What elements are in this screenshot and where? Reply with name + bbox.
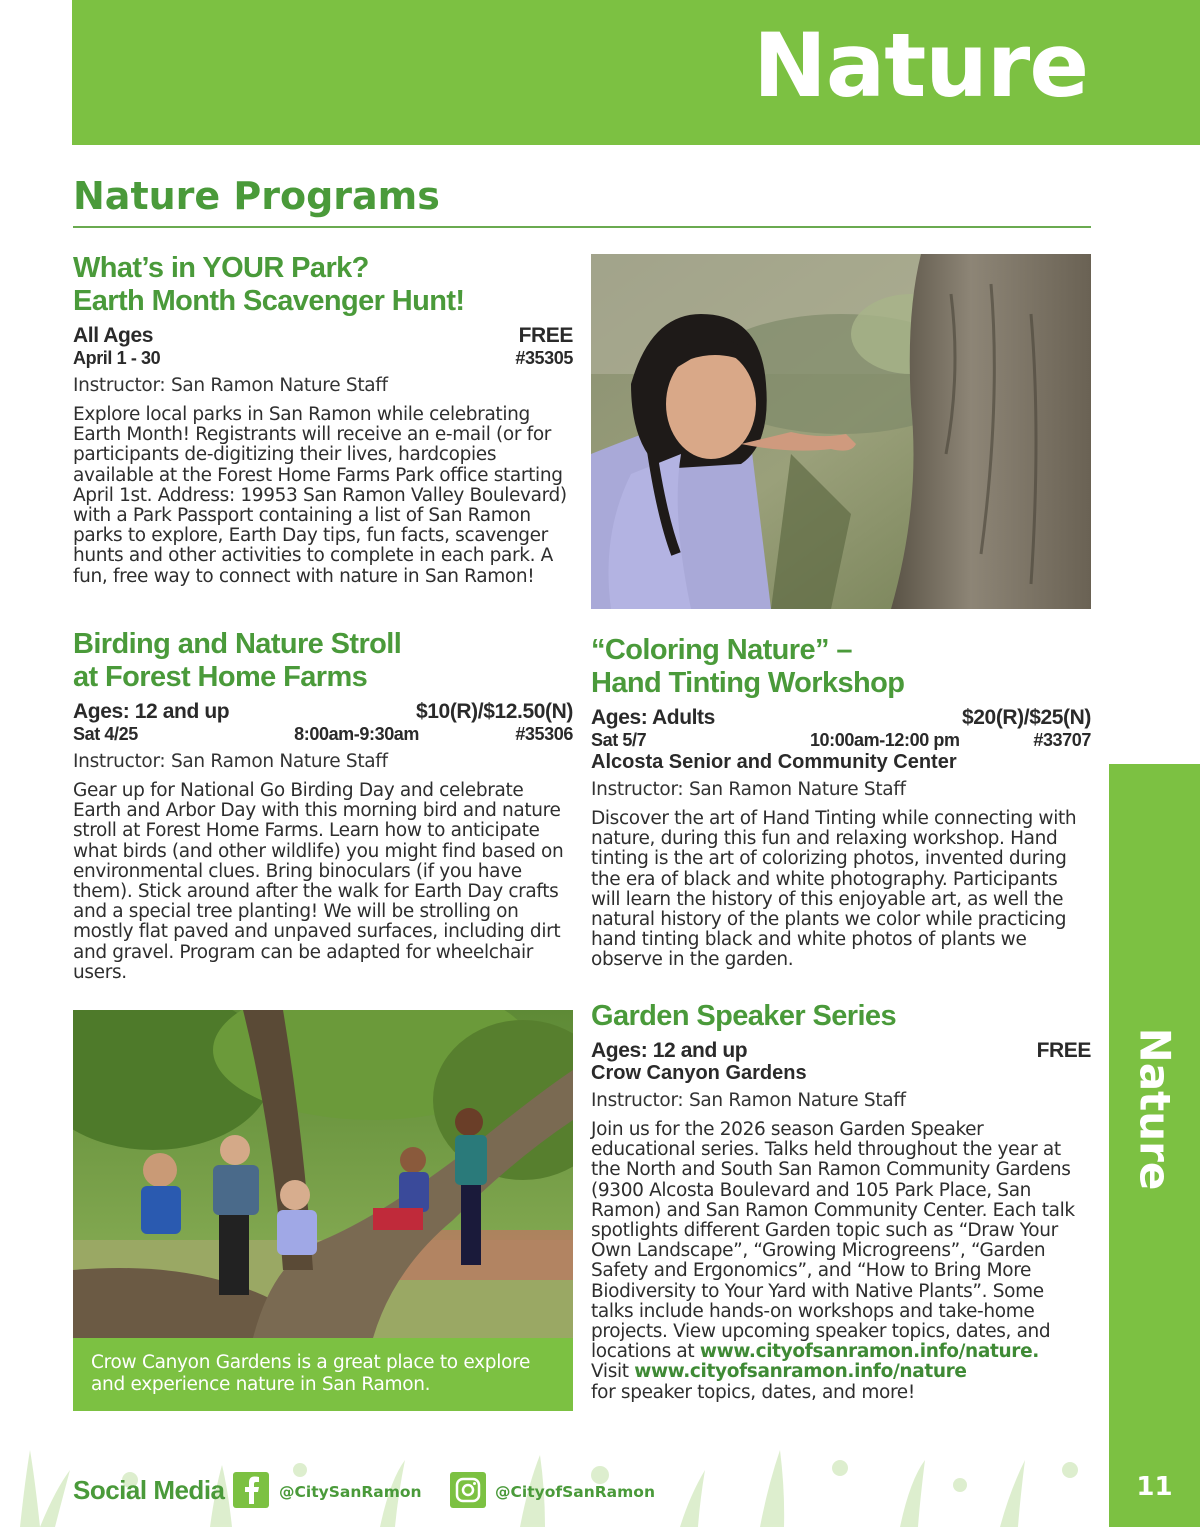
program-course-number: #35305 <box>515 348 573 368</box>
facebook-icon[interactable] <box>233 1472 269 1508</box>
program-course-number: #35306 <box>515 724 573 744</box>
social-media-label: Social Media <box>73 1475 225 1505</box>
program-time: 8:00am-9:30am <box>294 724 420 744</box>
program-ages-row <box>73 700 573 723</box>
instagram-handle[interactable]: @CityofSanRamon <box>495 1483 655 1501</box>
program-ages-row <box>73 324 573 347</box>
program-title: Garden Speaker Series <box>591 1000 896 1032</box>
section-divider <box>73 226 1091 228</box>
nature-link[interactable]: www.cityofsanramon.info/nature. <box>699 1341 1039 1363</box>
program-fee: $10(R)/$12.50(N) <box>415 700 573 723</box>
program-description: Explore local parks in San Ramon while celebrating Earth Month! Registrants will receive an e-mail (or for participants de-digitizing their lives, hardcopies available at the Forest Home Farms Park office starting April 1st. Address: 19953 San Ramon Valley Boulevard) with a Park Passport containing a list of San Ramon parks to explore, Earth Day tips, fun facts, scavenger hunts and other activities to complete in each park. A fun, free way to connect with nature in San Ramon! <box>73 404 567 587</box>
side-tab-label: Nature <box>1130 1027 1179 1191</box>
page-number: 11 <box>1136 1472 1173 1502</box>
program-title: Birding and Nature Stroll at Forest Home Farms <box>73 628 402 693</box>
program-fee: $20(R)/$25(N) <box>961 706 1091 729</box>
program-scavenger-hunt <box>73 252 573 587</box>
header-band <box>72 0 1200 145</box>
program-date-row <box>73 723 573 745</box>
program-date-row <box>591 729 1091 751</box>
photo-caption: Crow Canyon Gardens is a great place to explore and experience nature in San Ramon. <box>91 1352 531 1395</box>
program-dates: April 1 - 30 <box>73 348 161 368</box>
program-course-number: #33707 <box>1033 730 1091 750</box>
photo-caption-box <box>73 1338 573 1411</box>
program-dates: Sat 4/25 <box>73 724 138 744</box>
program-hand-tinting <box>591 634 1091 971</box>
nature-link-2[interactable]: www.cityofsanramon.info/nature <box>634 1361 967 1383</box>
program-instructor: Instructor: San Ramon Nature Staff <box>73 751 388 772</box>
section-title: Nature Programs <box>73 174 440 218</box>
program-fee: FREE <box>1036 1039 1091 1062</box>
program-dates: Sat 5/7 <box>591 730 647 750</box>
program-ages-row <box>591 706 1091 729</box>
program-title: What’s in YOUR Park? Earth Month Scavenger Hunt! <box>73 252 465 317</box>
program-instructor: Instructor: San Ramon Nature Staff <box>591 779 906 800</box>
program-title: “Coloring Nature” – Hand Tinting Workshop <box>591 634 905 699</box>
program-venue: Crow Canyon Gardens <box>591 1062 807 1084</box>
program-description: Gear up for National Go Birding Day and celebrate Earth and Arbor Day with this morning bird and nature stroll at Forest Home Farms. Learn how to anticipate what birds (and other wildlife) you might find based on environmental clues. Bring binoculars (if you have them). Stick around after the walk for Earth Day crafts and a special tree planting! We will be strolling on mostly flat paved and unpaved surfaces, including dirt and gravel. Program can be adapted for wheelchair users. <box>73 780 564 983</box>
program-ages: Ages: 12 and up <box>591 1039 748 1062</box>
program-time: 10:00am-12:00 pm <box>809 730 960 750</box>
program-description: Discover the art of Hand Tinting while connecting with nature, during this fun and relaxing workshop. Hand tinting is the art of colorizing photos, invented during the era of black and white photography. Participants will learn the history of this enjoyable art, as well the natural history of the plants we color while practicing hand tinting black and white photos of plants we observe in the garden. <box>591 808 1077 971</box>
program-instructor: Instructor: San Ramon Nature Staff <box>591 1090 906 1111</box>
program-ages-row <box>591 1039 1091 1062</box>
section-side-tab <box>1109 764 1200 1527</box>
program-description: Join us for the 2026 season Garden Speaker educational series. Talks held throughout the year at the North and South San Ramon Community Gardens (9300 Alcosta Boulevard and 105 Park Place, San Ramon) and San Ramon Community Center. Each talk spotlights different Garden topic such as “Draw Your Own Landscape”, “Growing Microgreens”, “Garden Safety and Ergonomics”, and “How to Bring More Biodiversity to Your Yard with Native Plants”. Some talks include hands-on workshops and take-home projects. View upcoming speaker topics, dates, and locations at www.cityofsanramon.info/nature. Visit www.cityofsanramon.info/nature for speaker topics, dates, and more! <box>591 1119 1075 1403</box>
girl-by-tree-photo <box>591 254 1091 609</box>
facebook-handle[interactable]: @CitySanRamon <box>279 1483 422 1501</box>
page-header-title: Nature <box>753 14 1088 117</box>
program-instructor: Instructor: San Ramon Nature Staff <box>73 375 388 396</box>
program-birding-stroll <box>73 628 573 983</box>
program-date-row <box>73 347 573 369</box>
program-ages: Ages: 12 and up <box>73 700 230 723</box>
program-ages: All Ages <box>73 324 154 347</box>
program-venue: Alcosta Senior and Community Center <box>591 751 957 773</box>
program-garden-speaker-series <box>591 1000 1091 1403</box>
kids-on-tree-photo <box>73 1010 573 1338</box>
program-fee: FREE <box>518 324 573 347</box>
program-ages: Ages: Adults <box>591 706 715 729</box>
instagram-icon[interactable] <box>450 1472 486 1508</box>
